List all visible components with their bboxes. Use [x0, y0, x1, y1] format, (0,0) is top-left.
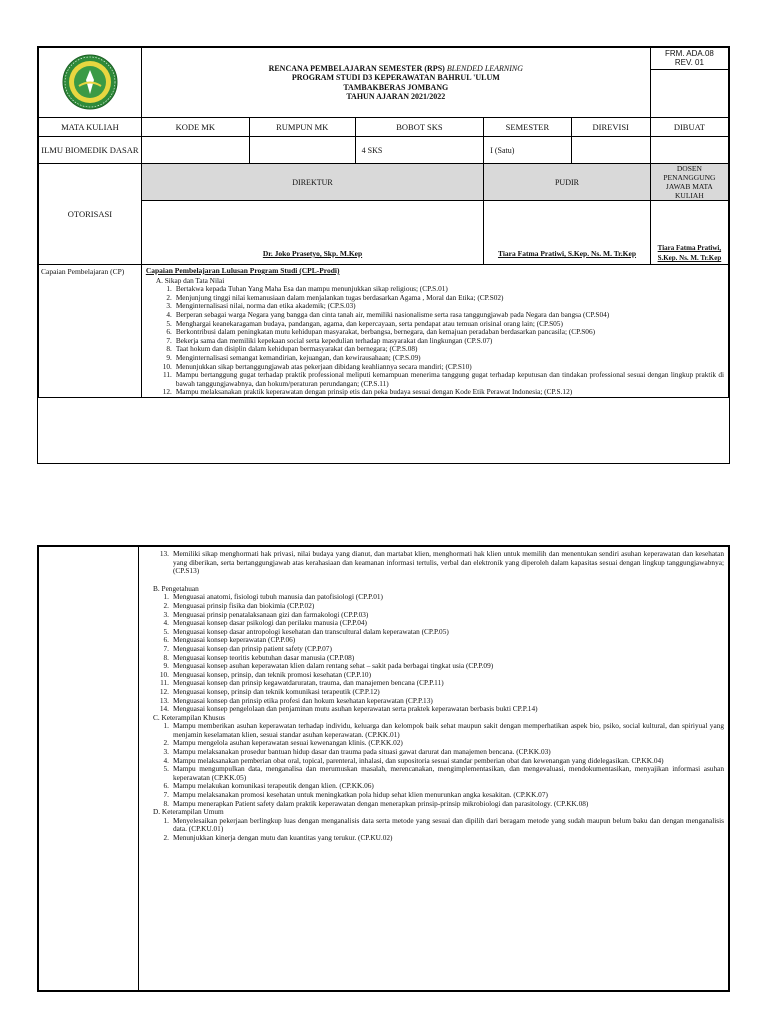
list-item: 7. Menguasai konsep dan prinsip patient safety (CP.P.07) — [163, 643, 332, 653]
list-item: 4. Menguasai konsep dasar psikologi dan perilaku manusia (CP.P.04) — [163, 618, 367, 628]
course-revised — [571, 137, 650, 164]
list-item: 12. Menguasai konsep, prinsip dan teknik komunikasi terapeutik (CP.P.12) — [159, 686, 380, 696]
list-item: 9. Menguasai konsep asuhan keperawatan klien dalam rentang sehat – sakit pada berbagai tingkat usia (CP.P.09) — [163, 661, 494, 671]
revision-number: REV. 01 — [674, 58, 704, 67]
title-line-1: RENCANA PEMBELAJARAN SEMESTER (RPS) — [268, 63, 445, 73]
list-item: 3. Mampu melaksanakan prosedur bantuan hidup dasar dan trauma pada situasi gawat darurat dan manajemen bencana. (CP.KK.03) — [163, 747, 551, 757]
list-item: 1. Bertakwa kepada Tuhan Yang Maha Esa dan mampu menunjukkan sikap religious; (CP.S.01) — [166, 284, 448, 294]
role-direktur: DIREKTUR — [141, 164, 483, 201]
col-bobot-sks: BOBOT SKS — [355, 118, 484, 137]
list-item: 6. Menguasai konsep keperawatan (CP.P.06) — [163, 635, 296, 645]
institution-logo — [61, 53, 119, 111]
document-page-2 — [37, 545, 730, 992]
section-d-heading: D. Keterampilan Umum — [153, 807, 224, 817]
list-item: 2. Menjunjung tinggi nilai kemanusiaan dalam menjalankan tugas berdasarkan Agama , Moral dan Etika; (CP.S02) — [166, 292, 504, 302]
course-sks: 4 SKS — [355, 137, 484, 164]
section-c-list — [143, 722, 724, 808]
logo-cell — [39, 48, 142, 118]
title-line-3: TAMBAKBERAS JOMBANG — [343, 82, 449, 92]
document-title — [141, 48, 650, 118]
list-item: 1. Mampu memberikan asuhan keperawatan terhadap individu, keluarga dan kelompok baik sehat maupun sakit dengan memperhatikan aspek bio, psiko, social kultural, dan spiriyual yang menjamin keselamatan klien, sesuai standar asuhan keperawatan. (CP.KK.01) — [163, 721, 724, 739]
list-item: 6. Mampu melakukan komunikasi terapeutik dengan klien. (CP.KK.06) — [163, 781, 374, 791]
title-line-4: TAHUN AJARAN 2021/2022 — [346, 92, 446, 101]
list-item: 5. Menghargai keanekaragaman budaya, pandangan, agama, dan kepercayaan, serta pendapat atau temuan orisinal orang lain; (CP.S05) — [166, 318, 563, 328]
col-rumpun-mk: RUMPUN MK — [249, 118, 355, 137]
cp-continued-table — [38, 546, 729, 991]
signature-dosen — [650, 201, 728, 265]
course-code — [141, 137, 249, 164]
course-made — [650, 137, 728, 164]
col-kode-mk: KODE MK — [141, 118, 249, 137]
list-item: 10. Menunjukkan sikap bertanggungjawab atas pekerjaan dibidang keahliannya secara mandiri; (CP.S10) — [162, 361, 472, 371]
list-item: 5. Mampu mengumpulkan data, menganalisa dan merumuskan masalah, merencanakan, mengimplementasikan, dan mengevaluasi, mendokumentasikan, menyajikan informasi asuhan keperawatan (CP.KK.05) — [163, 764, 724, 782]
section-b-list — [143, 593, 724, 713]
cp-content-2 — [139, 547, 729, 991]
list-item: 11. Menguasai konsep dan prinsip kegawatdaruratan, trauma, dan manajemen bencana (CP.P.11) — [160, 678, 444, 688]
list-item: 1. Menguasai anatomi, fisiologi tubuh manusia dan patofisiologi (CP.P.01) — [163, 592, 383, 602]
list-item: 9. Menginternalisasi semangat kemandirian, kejuangan, dan kewirausahaan; (CP.S.09) — [166, 352, 421, 362]
list-item: 11. Mampu bertanggung gugat terhadap praktik professional meliputi kemampuan menerima tanggung gugat terhadap keputusan dan tindakan professional sesuai dengan lingkup praktik di bawah tanggungjawabnya, dan hokum/peraturan perundangan; (CP.S.11) — [162, 370, 724, 388]
section-a-heading: A. Sikap dan Tata Nilai — [155, 275, 225, 285]
section-a-list — [146, 285, 724, 397]
title-line-1-italic: BLENDED LEARNING — [446, 63, 524, 73]
col-direvisi: DIREVISI — [571, 118, 650, 137]
list-item: 2. Menunjukkan kinerja dengan mutu dan kuantitas yang terukur. (CP.KU.02) — [163, 833, 393, 842]
name-direktur: Dr. Joko Prasetyo, Skp. M.Kep — [262, 249, 363, 258]
form-code-box — [651, 48, 728, 70]
col-dibuat: DIBUAT — [650, 118, 728, 137]
form-code-cell — [650, 48, 728, 118]
signature-pudir — [484, 201, 651, 265]
section-c-heading: C. Keterampilan Khusus — [153, 712, 225, 722]
col-semester: SEMESTER — [484, 118, 571, 137]
list-item: 6. Berkontribusi dalam peningkatan mutu kehidupan masyarakat, berbangsa, bernegara, dan kemajuan peradaban berdasarkan pancasila; (CP.S06) — [166, 327, 596, 337]
title-line-2: PROGRAM STUDI D3 KEPERAWATAN BAHRUL 'ULUM — [291, 73, 500, 82]
list-item: 3. Menguasai prinsip penatalaksanaan gizi dan farmakologi (CP.P.03) — [163, 609, 369, 619]
list-item: 3. Menginternalisasi nilai, norma dan etika akademik; (CP.S.03) — [166, 301, 356, 311]
list-item: 2. Mampu mengelola asuhan keperawatan sesuai kewenangan klinis. (CP.KK.02) — [163, 738, 403, 748]
signature-direktur — [141, 201, 483, 265]
rps-header-table — [38, 47, 729, 398]
role-pudir: PUDIR — [484, 164, 651, 201]
list-item: 7. Mampu melaksanakan promosi kesehatan untuk meningkatkan pola hidup sehat klien menurunkan angka kesakitan. (CP.KK.07) — [163, 790, 548, 800]
list-item: 8. Taat hokum dan disiplin dalam kehidupan bermasyarakat dan bernegara; (CP.S.08) — [166, 344, 418, 354]
course-name: ILMU BIOMEDIK DASAR — [39, 137, 142, 164]
list-item: 7. Bekerja sama dan memiliki kepekaan social serta kepedulian terhadap masyarakat dan lingkungan (CP.S.07) — [166, 335, 493, 345]
name-pudir: Tiara Fatma Pratiwi, S.Kep. Ns. M. Tr.Kep — [497, 249, 637, 258]
authorization-label: OTORISASI — [39, 164, 142, 265]
cp-label: Capaian Pembelajaran (CP) — [39, 265, 142, 398]
list-item: 12. Mampu melaksanakan praktik keperawatan dengan prinsip etis dan peka budaya sesuai dengan Kode Etik Perawat Indonesia; (CP.S.12) — [162, 387, 573, 397]
list-item: 13. Menguasai konsep dan prinsip etika profesi dan hokum kesehatan keperawatan (CP.P.13) — [159, 695, 433, 705]
list-item: 2. Menguasai prinsip fisika dan biokimia (CP.P.02) — [163, 600, 315, 610]
list-item: 1. Menyelesaikan pekerjaan berlingkup luas dengan menganalisis data serta metode yang sesuai dan dipilih dari beragam metode yang sudah maupun belum baku dan dengan menganalisis data. (CP.KU.01) — [163, 815, 724, 834]
name-dosen: Tiara Fatma Pratiwi, S.Kep. Ns. M. Tr.Kep — [657, 244, 722, 262]
list-item: 5. Menguasai konsep dasar antropologi kesehatan dan transcultural dalam keperawatan (CP.P.05) — [163, 626, 449, 636]
list-item: 14. Menguasai konsep pengelolaan dan penjaminan mutu asuhan keperawatan serta praktek keperawatan berbasis bukti CP.P.14) — [159, 704, 538, 714]
section-a-list-continued — [143, 550, 724, 576]
list-item: 13. Memiliki sikap menghormati hak privasi, nilai budaya yang dianut, dan martabat klien, menghormati hak klien untuk memilih dan menentukan sendiri asuhan keperawatan dan kesehatan yang diberikan, serta bertanggungjawab atas kerahasiaan dan keamanan informasi tertulis, verbal dan elektronik yang diperoleh dalam kapasitas sesuai dengan lingkup tanggungjawabnya; (CP.S13) — [159, 549, 724, 576]
list-item: 4. Berperan sebagai warga Negara yang bangga dan cinta tanah air, memiliki nasionalisme serta rasa tanggungjawab pada Negara dan bangsa (CP.S04) — [166, 309, 610, 319]
section-b-heading: B. Pengetahuan — [153, 583, 199, 593]
cpl-heading: Capaian Pembelajaran Lulusan Program Studi (CPL-Prodi) — [145, 266, 340, 275]
course-cluster — [249, 137, 355, 164]
role-dosen: DOSEN PENANGGUNG JAWAB MATA KULIAH — [650, 164, 728, 201]
cp-label-continued — [39, 547, 139, 991]
course-row — [39, 137, 729, 164]
section-d-list — [143, 817, 724, 843]
list-item: 8. Mampu menerapkan Patient safety dalam praktik keperawatan dengan menerapkan prinsip-prinsip mikrobiologi dan parasitology. (CP.KK.08) — [163, 798, 589, 808]
form-code: FRM. ADA.08 — [664, 49, 714, 58]
col-mata-kuliah: MATA KULIAH — [39, 118, 142, 137]
cp-content-1 — [141, 265, 728, 398]
course-semester: I (Satu) — [484, 137, 571, 164]
list-item: 4. Mampu melaksanakan pemberian obat oral, topical, parenteral, inhalasi, dan supositoria sesuai standar pemberian obat dan kewenangan yang didelegasikan. CP.KK.04) — [163, 755, 664, 765]
column-header-row — [39, 118, 729, 137]
document-page-1 — [37, 46, 730, 464]
list-item: 8. Menguasai konsep teoritis kebutuhan dasar manusia (CP.P.08) — [163, 652, 355, 662]
list-item: 10. Menguasai konsep, prinsip, dan teknik promosi kesehatan (CP.P.10) — [159, 669, 372, 679]
